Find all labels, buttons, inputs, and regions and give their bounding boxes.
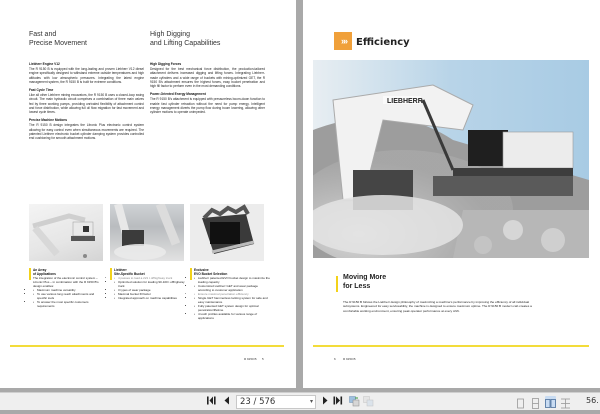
caption-evo-bucket bbox=[190, 268, 270, 320]
liebherr-logo: LIEBHERR bbox=[387, 98, 423, 105]
left-page bbox=[0, 0, 296, 388]
col1-body bbox=[29, 62, 144, 145]
caption-site-bucket bbox=[110, 268, 185, 300]
moving-more-heading bbox=[343, 274, 386, 291]
caption-text: The integration of the electronic control system – Litronic Plus – in combination with the R 9150 B's design enables: bbox=[33, 276, 99, 288]
heading-line1: Moving More bbox=[343, 274, 387, 281]
caption-bullet: • • Fully patented GET system design for optimal penetration/lifetime bbox=[194, 304, 270, 312]
caption-bullet: • • Ensure maximal penetration efficiency bbox=[194, 292, 270, 296]
single-page-view-button[interactable] bbox=[515, 396, 526, 407]
page-number-input[interactable] bbox=[236, 395, 316, 409]
next-page-icon bbox=[322, 396, 328, 405]
caption-bullet: • • Liebherr patented EVO bucket design to maximize the loading capacity bbox=[194, 276, 270, 284]
caption-accent-bar bbox=[190, 268, 192, 280]
caption-bullet: • • To use various long reach attachments and specific tools bbox=[33, 292, 104, 300]
caption-title: An Array bbox=[33, 268, 47, 272]
caption-title: Liebherr bbox=[114, 268, 127, 272]
section-text: The R 9150 B design integrates the Litronic Plus electronic control system allowing for easy control even when simultaneous movements are required. The patented Liebherr electronic bucket cylinder damping system provides controlled end cushioning for smooth attachment motions. bbox=[29, 123, 144, 141]
col2-title-line2: and Lifting Capabilities bbox=[150, 40, 221, 47]
section-text: The R 9150 B is equipped with the long-lasting and proven Liebherr V12 diesel engine specifically designed to withstand extreme outside temperatures and high altitudes with low atmospheric pressures. Integrating the latest engine management system, the R 9150 B is built for extreme conditions. bbox=[29, 66, 144, 84]
col2-title bbox=[150, 30, 220, 48]
long-reach-excavator-image bbox=[29, 204, 103, 261]
section-heading: Fast Cycle Time bbox=[29, 88, 54, 93]
next-view-icon bbox=[363, 396, 374, 407]
caption-bullet: • • To answer the most specific customers requirements bbox=[33, 300, 104, 308]
section-text: Like all other Liebherr mining excavators, the R 9150 B uses a closed-loop swing circuit. The main hydraulic circuit comprises a combination of three main valves fed by three working pumps, providing unrivaled flexibility of attachment control and force distribution, while allowing full oil flow migration for fast movement and lowest cycle times. bbox=[29, 93, 144, 115]
viewer-toolbar bbox=[0, 392, 600, 410]
caption-accent-bar bbox=[110, 268, 112, 280]
caption-bullet: • • Maximum machine versatility bbox=[33, 288, 104, 292]
two-page-continuous-button[interactable] bbox=[560, 396, 571, 407]
section-text: The R 9150 B's attachment is equipped with pressureless boom-down function to enable fast cylinder retraction without the need for pump energy. Intelligent energy management diverts the pump flow during boom lowering, allowing other cylinder motions to operate unimpeded. bbox=[150, 97, 265, 115]
footer-brand: R 9150 B bbox=[343, 357, 356, 361]
last-page-icon bbox=[333, 396, 343, 405]
caption-title: EVO Bucket Selection bbox=[194, 272, 228, 276]
page-indicator-text: 23 / 576 bbox=[240, 397, 276, 407]
first-page-button[interactable] bbox=[206, 396, 218, 408]
page-number: 6 bbox=[334, 357, 336, 361]
page-number: 5 bbox=[262, 357, 264, 361]
section-heading: Precise Machine Motions bbox=[29, 118, 68, 123]
moving-more-body: The R 9150 B follows the Liebherr design philosophy of maximizing a machine's performance by improving the efficiency of all individual subsystems. Engineered for easy serviceability, the machine is designed to ensure maximum uptime. The R 9150 B modern cab creates a comfortable working environment, ensuring peak operator performance at every shift. bbox=[343, 300, 532, 313]
caption-title: Exclusive bbox=[194, 268, 209, 272]
heading-line2: for Less bbox=[343, 282, 371, 290]
back-view-button[interactable] bbox=[348, 396, 360, 408]
first-page-icon bbox=[207, 396, 217, 405]
caption-applications bbox=[29, 268, 104, 308]
col1-title-line2: Precise Movement bbox=[29, 40, 87, 47]
caption-title: of Applications bbox=[33, 272, 56, 276]
section-text: Designed for the best mechanical force distribution, the production-tailored attachment delivers increased digging and lifting forces. Integrating Liebherr-made cylinders and a wide range of buckets with mining-optimized GET, the R 9150 B's attachment ensures the highest forces, easy bucket penetration and high fill factor to perform even in the most demanding conditions. bbox=[150, 66, 265, 89]
caption-bullet: • • Integrated approach on machine capabilities bbox=[114, 296, 185, 300]
footer-accent-line bbox=[10, 345, 284, 347]
two-page-continuous-icon bbox=[560, 398, 571, 409]
caption-accent-bar bbox=[29, 268, 31, 280]
right-page bbox=[303, 0, 600, 388]
two-page-icon bbox=[545, 398, 556, 409]
caption-bullet: • • Customized Liebherr GET and wear package according to customer application bbox=[194, 284, 270, 292]
caption-title: Site-Specific Bucket bbox=[114, 272, 145, 276]
col2-body bbox=[150, 62, 265, 118]
site-specific-bucket-image bbox=[110, 204, 184, 261]
evo-bucket-image bbox=[190, 204, 264, 261]
caption-bullet: • • 4 tooth profiles available for various range of applications bbox=[194, 312, 270, 320]
col1-title bbox=[29, 30, 87, 48]
two-page-view-button[interactable] bbox=[545, 396, 556, 407]
previous-page-button[interactable] bbox=[222, 396, 232, 408]
last-page-button[interactable] bbox=[332, 396, 344, 408]
footer-brand: R 9150 B bbox=[244, 357, 257, 361]
continuous-page-icon bbox=[530, 398, 541, 409]
caption-bullet: • • 3 types of wear package bbox=[114, 288, 185, 292]
next-page-button[interactable] bbox=[320, 396, 330, 408]
chevron-down-icon[interactable]: ▾ bbox=[309, 398, 313, 405]
footer-accent-line bbox=[313, 345, 589, 347]
caption-bullet: • • Optimized solution for loading 90-100 t offhighway truck bbox=[114, 280, 185, 288]
single-page-icon bbox=[515, 398, 526, 409]
caption-bullet: • • Single GET hammerless locking system for safe and easy maintenance bbox=[194, 296, 270, 304]
section-heading: Power-Oriented Energy Management bbox=[150, 92, 206, 97]
col2-title-line1: High Digging bbox=[150, 31, 191, 38]
zoom-level-field[interactable]: 56. bbox=[586, 396, 599, 405]
section-title: Efficiency bbox=[356, 37, 410, 48]
section-heading: High Digging Forces bbox=[150, 62, 182, 66]
heading-accent-bar bbox=[336, 276, 338, 292]
forward-view-button[interactable] bbox=[362, 396, 374, 408]
section-heading: Liebherr Engine V12 bbox=[29, 62, 60, 66]
col1-title-line1: Fast and bbox=[29, 31, 57, 38]
fast-forward-icon: »» bbox=[334, 32, 352, 50]
caption-bullet: • • Maximal bucket fill factor bbox=[114, 292, 185, 296]
previous-view-icon bbox=[349, 396, 360, 407]
caption-bullet: • • 4 passes to load a 221 t offhighway truck bbox=[114, 276, 185, 280]
mining-excavator-photo bbox=[313, 60, 589, 258]
continuous-view-button[interactable] bbox=[530, 396, 541, 407]
prev-page-icon bbox=[224, 396, 230, 405]
